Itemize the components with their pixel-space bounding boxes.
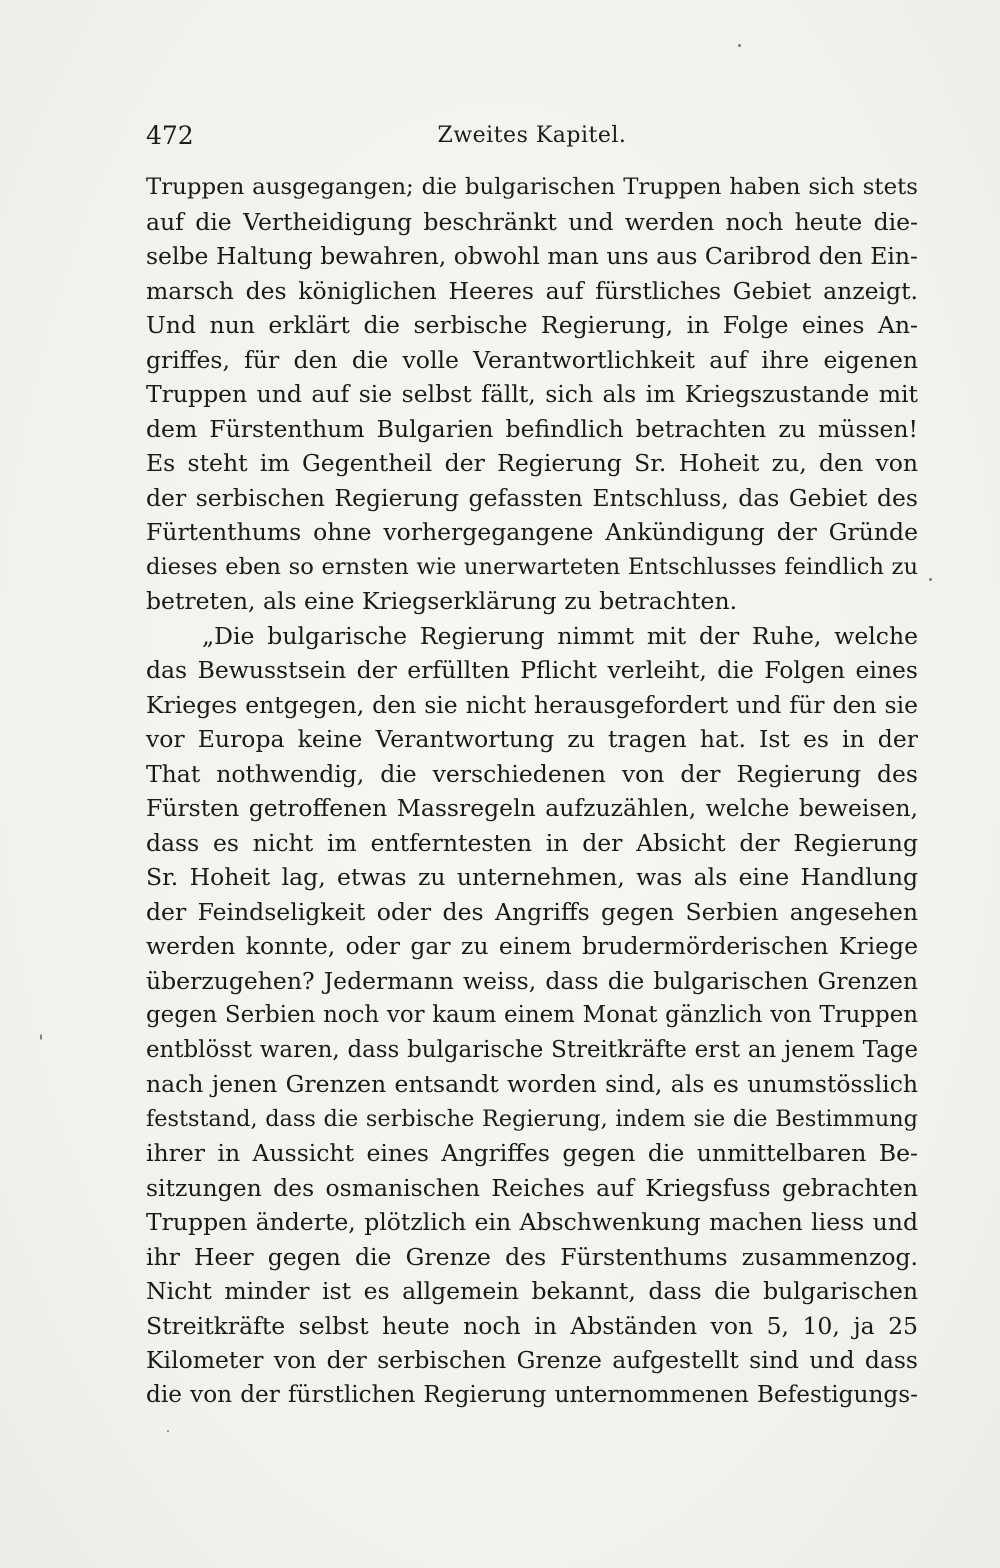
paragraph-end-line: betreten, als eine Kriegserklärung zu betrachten. (146, 587, 738, 615)
text-line: Kilometer von der serbischen Grenze aufgestellt sind und dass (146, 1346, 918, 1374)
text-line: ihrer in Aussicht eines Angriffes gegen die unmittelbaren Be- (146, 1139, 918, 1167)
text-line: entblösst waren, dass bulgarische Streitkräfte erst an jenem Tage (146, 1036, 918, 1063)
paper-speck (929, 578, 932, 581)
text-line: der serbischen Regierung gefassten Entschluss, das Gebiet des (146, 483, 918, 512)
text-line: That nothwendig, die verschiedenen von der Regierung des (146, 759, 918, 788)
text-line: selbe Haltung bewahren, obwohl man uns aus Caribrod den Ein- (146, 242, 918, 270)
text-line: Truppen änderte, plötzlich ein Abschwenkung machen liess und (146, 1208, 918, 1236)
text-line: ihr Heer gegen die Grenze des Fürstenthums zusammenzog. (146, 1242, 918, 1271)
text-line: Truppen und auf sie selbst fällt, sich als im Kriegszustande mit (146, 380, 918, 408)
text-line: die von der fürstlichen Regierung unternommenen Befestigungs- (146, 1380, 918, 1408)
page-header (146, 117, 918, 157)
text-line: Truppen ausgegangen; die bulgarischen Truppen haben sich stets (146, 174, 918, 200)
text-line: gegen Serbien noch vor kaum einem Monat gänzlich von Truppen (146, 1002, 918, 1028)
text-line: Fürsten getroffenen Massregeln aufzuzählen, welche beweisen, (146, 794, 918, 822)
text-line: Nicht minder ist es allgemein bekannt, dass die bulgarischen (146, 1277, 918, 1305)
text-line: feststand, dass die serbische Regierung, indem sie die Bestimmung (146, 1105, 918, 1132)
text-line: Streitkräfte selbst heute noch in Abständen von 5, 10, ja 25 (146, 1311, 918, 1340)
text-line: überzugehen? Jedermann weiss, dass die bulgarischen Grenzen (146, 966, 918, 995)
text-line: vor Europa keine Verantwortung zu tragen hat. Ist es in der (146, 725, 918, 753)
text-line: nach jenen Grenzen entsandt worden sind, als es unumstösslich (146, 1070, 918, 1098)
text-line: marsch des königlichen Heeres auf fürstliches Gebiet anzeigt. (146, 276, 918, 305)
text-line: Und nun erklärt die serbische Regierung, in Folge eines An- (146, 311, 918, 339)
text-line: Sr. Hoheit lag, etwas zu unternehmen, was als eine Handlung (146, 863, 918, 891)
text-line: griffes, für den die volle Verantwortlichkeit auf ihre eigenen (146, 345, 918, 374)
text-line: dieses eben so ernsten wie unerwarteten Entschlusses feindlich zu (146, 553, 918, 580)
paper-speck (167, 1430, 169, 1432)
page-number: 472 (146, 121, 194, 150)
text-line: Krieges entgegen, den sie nicht herausgefordert und für den sie (146, 690, 918, 719)
text-line: werden konnte, oder gar zu einem brudermörderischen Kriege (146, 932, 918, 960)
text-line: sitzungen des osmanischen Reiches auf Kriegsfuss gebrachten (146, 1173, 918, 1202)
text-line: Fürtenthums ohne vorhergegangene Ankündigung der Gründe (146, 518, 918, 546)
text-line: auf die Vertheidigung beschränkt und werden noch heute die- (146, 207, 918, 236)
text-line: der Feindseligkeit oder des Angriffs gegen Serbien angesehen (146, 897, 918, 926)
running-head: Zweites Kapitel. (437, 123, 627, 148)
text-line: dass es nicht im entferntesten in der Absicht der Regierung (146, 828, 918, 857)
text-line: Es steht im Gegentheil der Regierung Sr. Hoheit zu, den von (146, 449, 918, 477)
paragraph-start-line: „Die bulgarische Regierung nimmt mit der Ruhe, welche (202, 621, 918, 650)
text-line: dem Fürstenthum Bulgarien befindlich betrachten zu müssen! (146, 414, 918, 443)
paper-speck (40, 1034, 42, 1040)
paper-speck (738, 44, 741, 47)
body-text (146, 170, 918, 1412)
text-line: das Bewusstsein der erfüllten Pflicht verleiht, die Folgen eines (146, 656, 918, 684)
